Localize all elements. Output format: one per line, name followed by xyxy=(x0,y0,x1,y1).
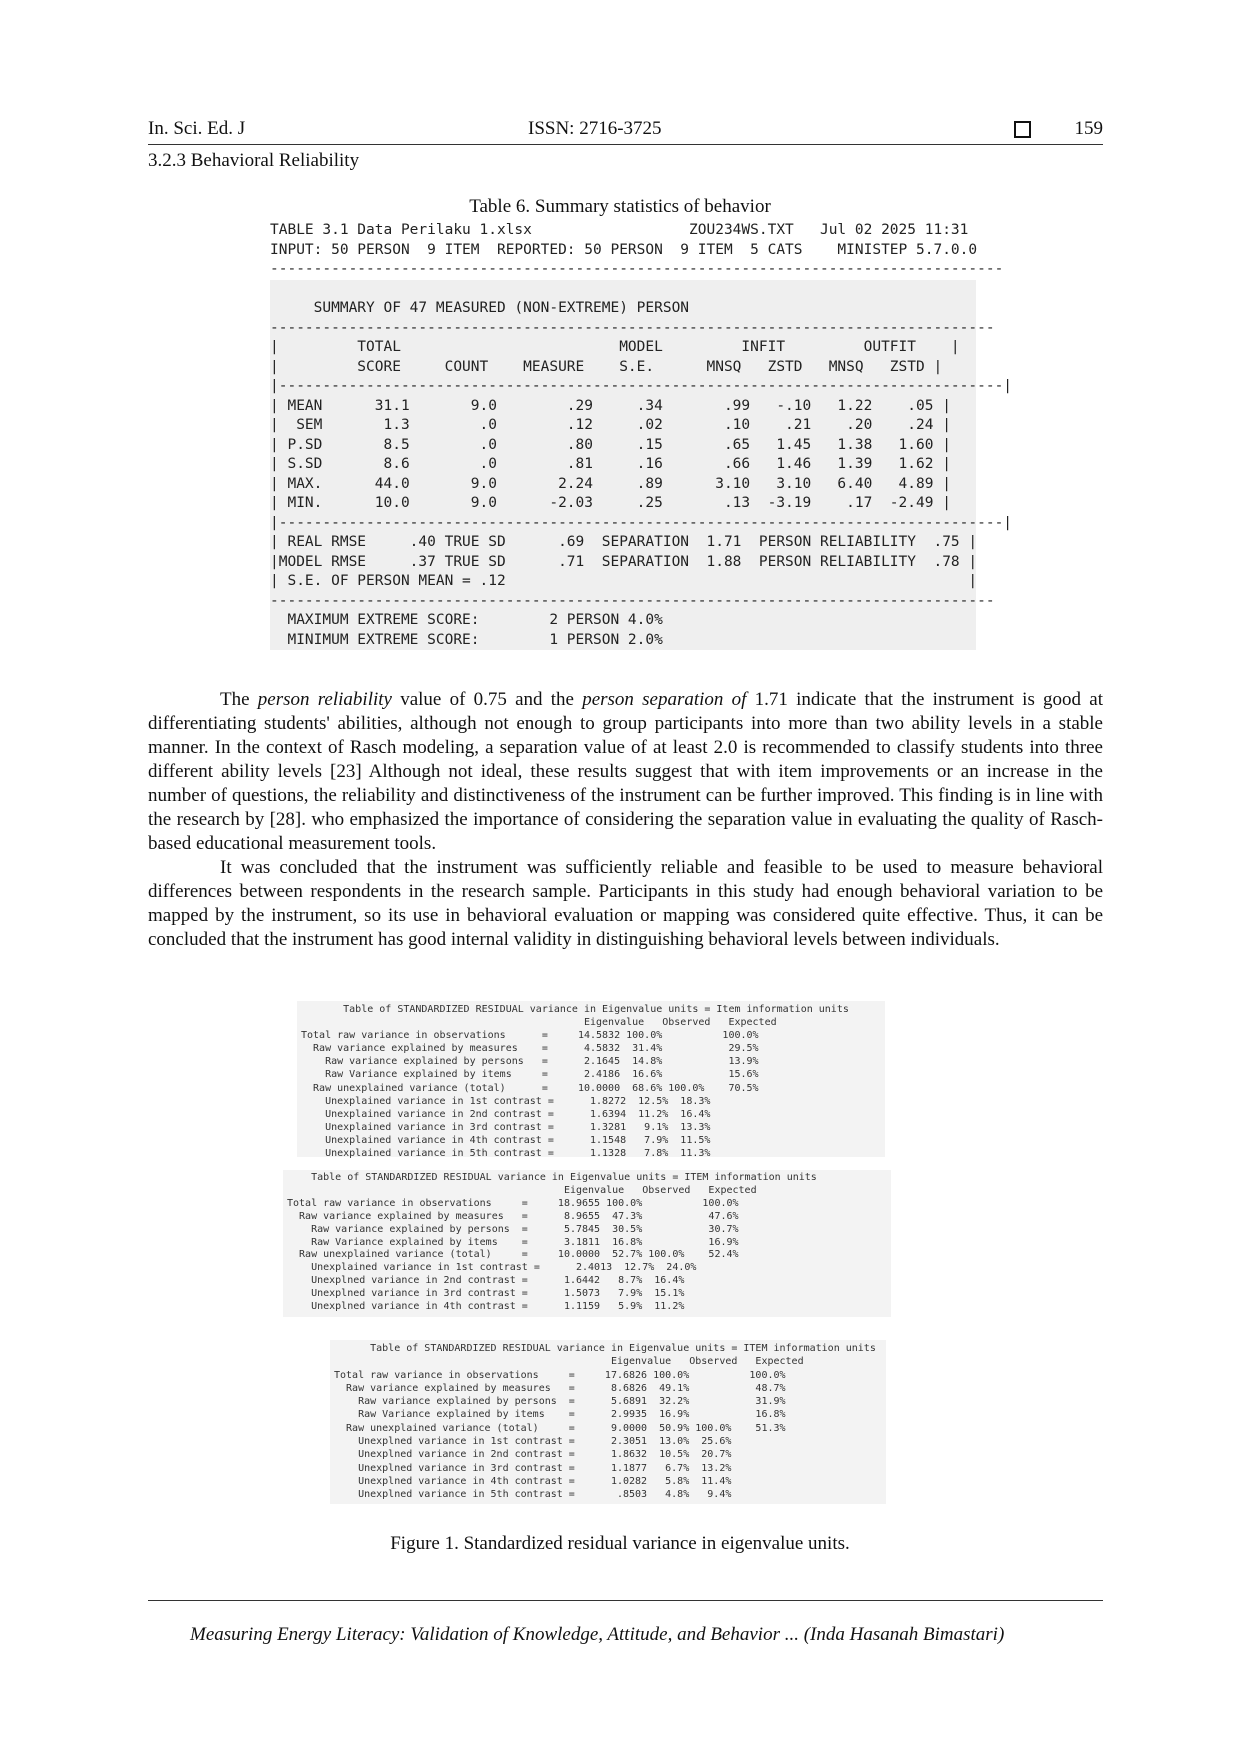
figure-line: Total raw variance in observations = 17.6826 100.0% 100.0% xyxy=(334,1369,786,1381)
header-rule xyxy=(148,144,1103,145)
running-header xyxy=(148,118,1103,144)
paragraph xyxy=(148,688,1103,856)
figure-line: Eigenvalue Observed Expected xyxy=(334,1356,804,1368)
figure-line: Table of STANDARDIZED RESIDUAL variance in Eigenvalue units = ITEM information units xyxy=(287,1172,817,1183)
journal-name: In. Sci. Ed. J xyxy=(148,118,246,139)
table-caption: Table 6. Summary statistics of behavior xyxy=(469,196,771,217)
figure-line: Unexplned variance in 3rd contrast = 1.5073 7.9% 15.1% xyxy=(287,1288,685,1300)
table-line: INPUT: 50 PERSON 9 ITEM REPORTED: 50 PERSON 9 ITEM 5 CATS MINISTEP 5.7.0.0 xyxy=(270,241,978,258)
figure-line: Unexplained variance in 2nd contrast = 1.6394 11.2% 16.4% xyxy=(301,1108,711,1120)
figure-line: Unexplained variance in 3rd contrast = 1.3281 9.1% 13.3% xyxy=(301,1121,711,1133)
figure-line: Unexplained variance in 4th contrast = 1.1548 7.9% 11.5% xyxy=(301,1134,711,1146)
table-line: TABLE 3.1 Data Perilaku 1.xlsx ZOU234WS.TXT Jul 02 2025 11:31 xyxy=(270,222,969,238)
figure-line: Table of STANDARDIZED RESIDUAL variance in Eigenvalue units = ITEM information units xyxy=(334,1343,876,1354)
figure-line: Unexplained variance in 1st contrast = 1.8272 12.5% 18.3% xyxy=(301,1095,711,1107)
figure-line: Raw variance explained by persons = 5.6891 32.2% 31.9% xyxy=(334,1396,786,1408)
paragraph xyxy=(148,856,1103,952)
footer-rule xyxy=(148,1600,1103,1601)
text-run: person separation of xyxy=(582,689,747,710)
issn: ISSN: 2716-3725 xyxy=(528,118,662,139)
table-line: | S.SD 8.6 .0 .81 .16 .66 1.46 1.39 1.62 | xyxy=(270,455,976,475)
table-line: | P.SD 8.5 .0 .80 .15 .65 1.45 1.38 1.60 | xyxy=(270,436,976,456)
table-line: ----------------------------------------------------------------------------------- xyxy=(270,592,976,612)
text-run: person reliability xyxy=(257,689,392,710)
figure-line: Unexplned variance in 4th contrast = 1.1159 5.9% 11.2% xyxy=(287,1301,685,1313)
figure-line: Raw variance explained by persons = 2.1645 14.8% 13.9% xyxy=(301,1056,759,1068)
figure-line: Raw unexplained variance (total) = 9.0000 50.9% 100.0% 51.3% xyxy=(334,1422,786,1434)
square-icon xyxy=(1014,121,1031,138)
figure-line: Unexplained variance in 1st contrast = 2.4013 12.7% 24.0% xyxy=(287,1262,697,1274)
table-line: | SEM 1.3 .0 .12 .02 .10 .21 .20 .24 | xyxy=(270,416,976,436)
footer-citation: Measuring Energy Literacy: Validation of Knowledge, Attitude, and Behavior ... (Inda Hasanah Bimastari) xyxy=(190,1624,1005,1645)
figure-line: Eigenvalue Observed Expected xyxy=(301,1017,777,1029)
figure-line: Eigenvalue Observed Expected xyxy=(287,1184,757,1196)
figure-line: Raw unexplained variance (total) = 10.0000 52.7% 100.0% 52.4% xyxy=(287,1249,739,1261)
figure-line: Raw Variance explained by items = 3.1811 16.8% 16.9% xyxy=(287,1236,739,1248)
table-line: | MAX. 44.0 9.0 2.24 .89 3.10 3.10 6.40 4.89 | xyxy=(270,475,976,495)
figure-line: Raw variance explained by persons = 5.7845 30.5% 30.7% xyxy=(287,1223,739,1235)
table-line: | TOTAL MODEL INFIT OUTFIT | xyxy=(270,338,976,358)
table-line: ------------------------------------------------------------------------------------ xyxy=(270,261,1004,277)
table-line: |-----------------------------------------------------------------------------------| xyxy=(270,377,976,397)
section-title: 3.2.3 Behavioral Reliability xyxy=(148,150,360,171)
table-line: | MIN. 10.0 9.0 -2.03 .25 .13 -3.19 .17 -2.49 | xyxy=(270,494,976,514)
figure-line: Unexplned variance in 2nd contrast = 1.6442 8.7% 16.4% xyxy=(287,1275,685,1287)
figure-line: Raw Variance explained by items = 2.9935 16.9% 16.8% xyxy=(334,1409,786,1421)
table-line: | MEAN 31.1 9.0 .29 .34 .99 -.10 1.22 .05 | xyxy=(270,397,976,417)
table-line: ----------------------------------------------------------------------------------- xyxy=(270,319,976,339)
figure-line: Unexplned variance in 1st contrast = 2.3051 13.0% 25.6% xyxy=(334,1436,732,1448)
figure-line: Raw Variance explained by items = 2.4186 16.6% 15.6% xyxy=(301,1069,759,1081)
table-line: | S.E. OF PERSON MEAN = .12 | xyxy=(270,572,976,592)
figure-line: Raw variance explained by measures = 8.9655 47.3% 47.6% xyxy=(287,1210,739,1222)
figure-line: Total raw variance in observations = 18.9655 100.0% 100.0% xyxy=(287,1197,739,1209)
table-line xyxy=(270,280,976,300)
text-run: value of 0.75 and the xyxy=(391,689,583,710)
text-run: 1.71 indicate that the instrument is good at differentiating students' abilities, although not enough to group participants into more than two ability levels in a stable manner. In the context of Rasch modeling, a separation value of at least 2.0 is recommended to classify students into three different ability levels [23] Although not ideal, these results suggest that with item improvements or an increase in the number of questions, the reliability and distinctiveness of the instrument can be further improved. This finding is in line with the research by [28]. who emphasized the importance of considering the separation value in evaluating the quality of Rasch-based educational measurement tools. xyxy=(148,689,1103,854)
figure-panel-2 xyxy=(283,1170,891,1317)
figure-line: Unexplned variance in 3rd contrast = 1.1877 6.7% 13.2% xyxy=(334,1462,732,1474)
table-line: MINIMUM EXTREME SCORE: 1 PERSON 2.0% xyxy=(270,631,976,651)
figure-line: Total raw variance in observations = 14.5832 100.0% 100.0% xyxy=(301,1030,759,1042)
table-line: MAXIMUM EXTREME SCORE: 2 PERSON 4.0% xyxy=(270,611,976,631)
page-number: 159 xyxy=(1074,118,1103,139)
figure-line: Unexplained variance in 5th contrast = 1.1328 7.8% 11.3% xyxy=(301,1148,711,1160)
body-text xyxy=(148,688,1103,952)
figure-line: Unexplned variance in 2nd contrast = 1.8632 10.5% 20.7% xyxy=(334,1449,732,1461)
text-run: The xyxy=(220,689,258,710)
figure-line: Unexplned variance in 4th contrast = 1.0282 5.8% 11.4% xyxy=(334,1475,732,1487)
figure-line: Raw variance explained by measures = 4.5832 31.4% 29.5% xyxy=(301,1043,759,1055)
table-line: |MODEL RMSE .37 TRUE SD .71 SEPARATION 1.88 PERSON RELIABILITY .78 | xyxy=(270,553,976,573)
text-run: It was concluded that the instrument was sufficiently reliable and feasible to be used to measure behavioral differences between respondents in the research sample. Participants in this study had enough behavioral variation to be mapped by the instrument, so its use in behavioral evaluation or mapping was considered quite effective. Thus, it can be concluded that the instrument has good internal validity in distinguishing behavioral levels between individuals. xyxy=(148,857,1103,950)
table-line: |-----------------------------------------------------------------------------------| xyxy=(270,514,976,534)
figure-caption: Figure 1. Standardized residual variance in eigenvalue units. xyxy=(390,1533,850,1554)
figure-line: Raw unexplained variance (total) = 10.0000 68.6% 100.0% 70.5% xyxy=(301,1082,759,1094)
figure-line: Raw variance explained by measures = 8.6826 49.1% 48.7% xyxy=(334,1382,786,1394)
figure-line: Table of STANDARDIZED RESIDUAL variance in Eigenvalue units = Item information units xyxy=(301,1004,849,1015)
figure-line: Unexplned variance in 5th contrast = .8503 4.8% 9.4% xyxy=(334,1489,732,1501)
table-line: SUMMARY OF 47 MEASURED (NON-EXTREME) PERSON xyxy=(270,299,976,319)
table-line: | REAL RMSE .40 TRUE SD .69 SEPARATION 1.71 PERSON RELIABILITY .75 | xyxy=(270,533,976,553)
figure-panel-3 xyxy=(330,1340,886,1504)
table6-output xyxy=(270,221,1013,650)
table-line: | SCORE COUNT MEASURE S.E. MNSQ ZSTD MNSQ ZSTD | xyxy=(270,358,976,378)
figure-panel-1 xyxy=(297,1001,885,1160)
